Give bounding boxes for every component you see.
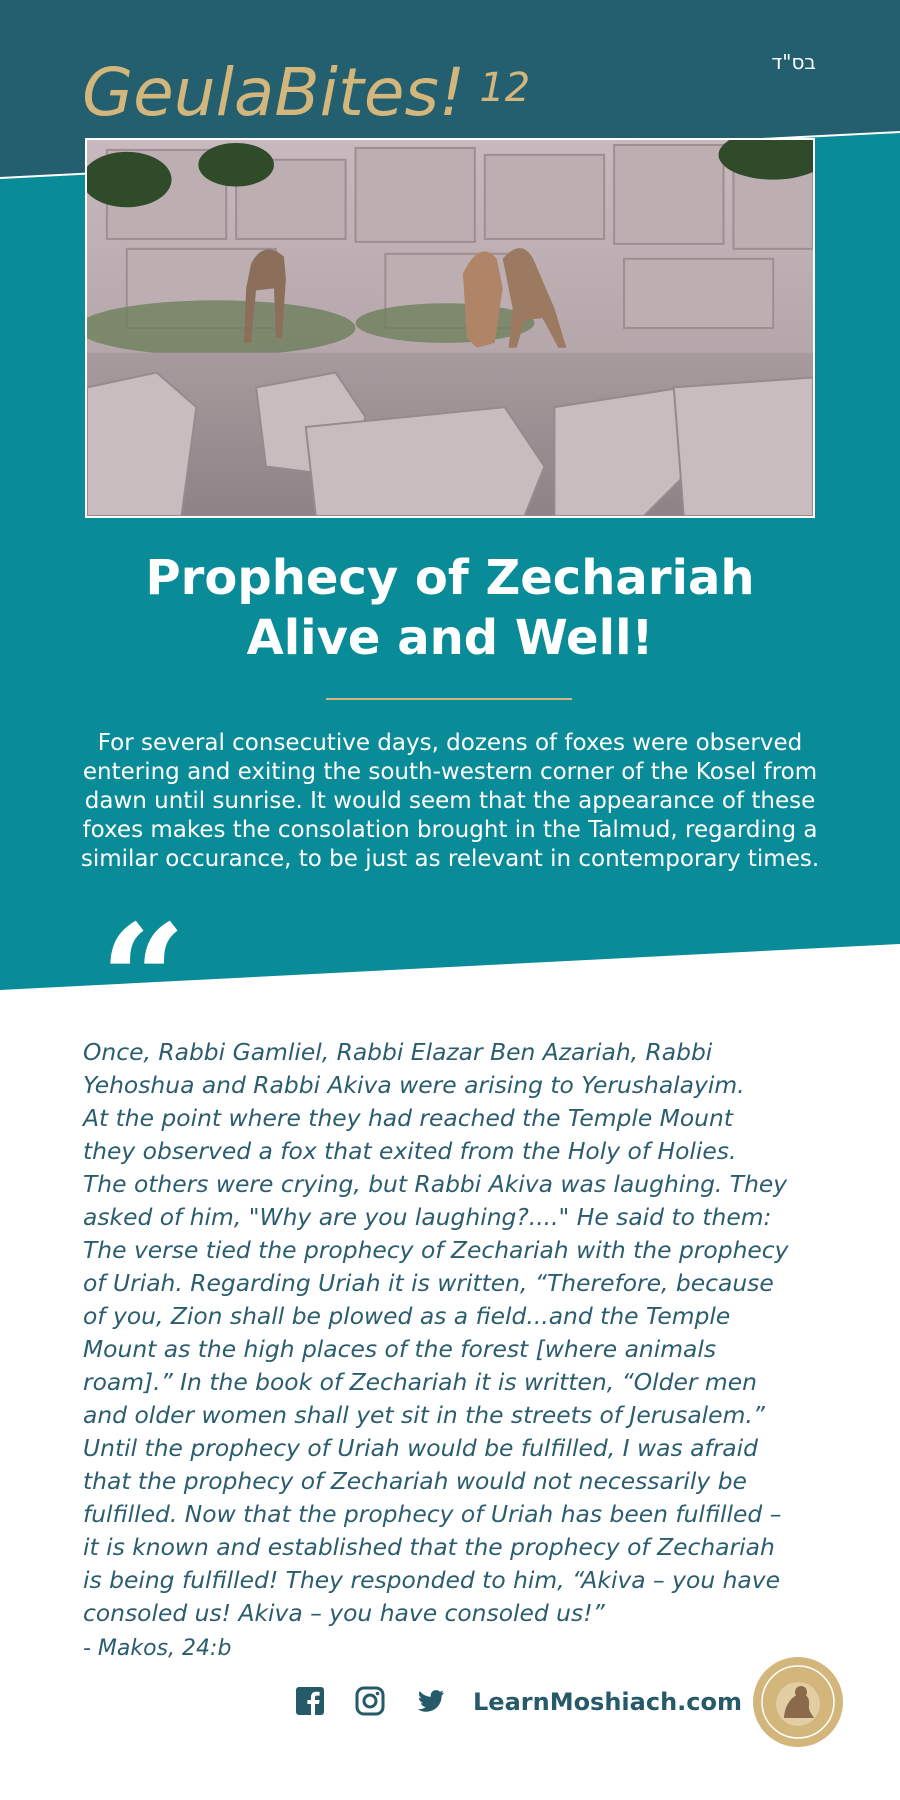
quote-line: Once, Rabbi Gamliel, Rabbi Elazar Ben Azariah, Rabbi <box>83 1038 713 1066</box>
instagram-icon[interactable] <box>355 1686 385 1716</box>
intro-paragraph: For several consecutive days, dozens of foxes were observed entering and exiting the south-western corner of the Kosel from dawn until sunrise. It would seem that the appearance of these foxes makes the consolation brought in the Talmud, regarding a similar occurance, to be just as relevant in contemporary times. <box>80 730 820 872</box>
bsd-mark: בס"ד <box>771 50 816 74</box>
quote-line: of you, Zion shall be plowed as a field...and the Temple <box>83 1302 731 1330</box>
quote-line: and older women shall yet sit in the streets of Jerusalem.” <box>83 1401 765 1429</box>
article-title-line2: Alive and Well! <box>246 610 654 666</box>
quote-line: they observed a fox that exited from the Holy of Holies. <box>83 1137 737 1165</box>
quote-line: asked of him, "Why are you laughing?...." He said to them: <box>83 1203 772 1231</box>
quote-line: it is known and established that the prophecy of Zechariah <box>83 1533 775 1561</box>
talmud-quote <box>83 1036 823 1630</box>
quote-line: Until the prophecy of Uriah would be fulfilled, I was afraid <box>83 1434 758 1462</box>
brand-logo <box>82 48 530 133</box>
quote-line: consoled us! Akiva – you have consoled us!” <box>83 1599 605 1627</box>
facebook-icon[interactable] <box>295 1686 325 1716</box>
quote-line: The others were crying, but Rabbi Akiva was laughing. They <box>83 1170 788 1198</box>
quote-line: fulfilled. Now that the prophecy of Uriah has been fulfilled – <box>83 1500 782 1528</box>
title-divider <box>326 698 572 700</box>
foxes-photo <box>85 138 815 518</box>
learn-bring-moshiach-seal <box>752 1656 844 1748</box>
quote-line: of Uriah. Regarding Uriah it is written, “Therefore, because <box>83 1269 774 1297</box>
quote-line: At the point where they had reached the Temple Mount <box>83 1104 733 1132</box>
issue-number: 12 <box>479 65 531 111</box>
twitter-icon[interactable] <box>416 1686 446 1716</box>
website-link[interactable]: LearnMoshiach.com <box>473 1688 743 1716</box>
quote-line: roam].” In the book of Zechariah it is written, “Older men <box>83 1368 757 1396</box>
quote-line: that the prophecy of Zechariah would not necessarily be <box>83 1467 747 1495</box>
article-title-line1: Prophecy of Zechariah <box>145 550 755 606</box>
quote-line: is being fulfilled! They responded to him, “Akiva – you have <box>83 1566 780 1594</box>
quote-mark-icon: “ <box>100 892 187 1068</box>
quote-line: The verse tied the prophecy of Zechariah with the prophecy <box>83 1236 789 1264</box>
quote-line: Yehoshua and Rabbi Akiva were arising to Yerushalayim. <box>83 1071 745 1099</box>
quote-line: Mount as the high places of the forest [where animals <box>83 1335 717 1363</box>
brand-name: GeulaBites! <box>82 54 466 131</box>
quote-source: - Makos, 24:b <box>83 1636 232 1661</box>
